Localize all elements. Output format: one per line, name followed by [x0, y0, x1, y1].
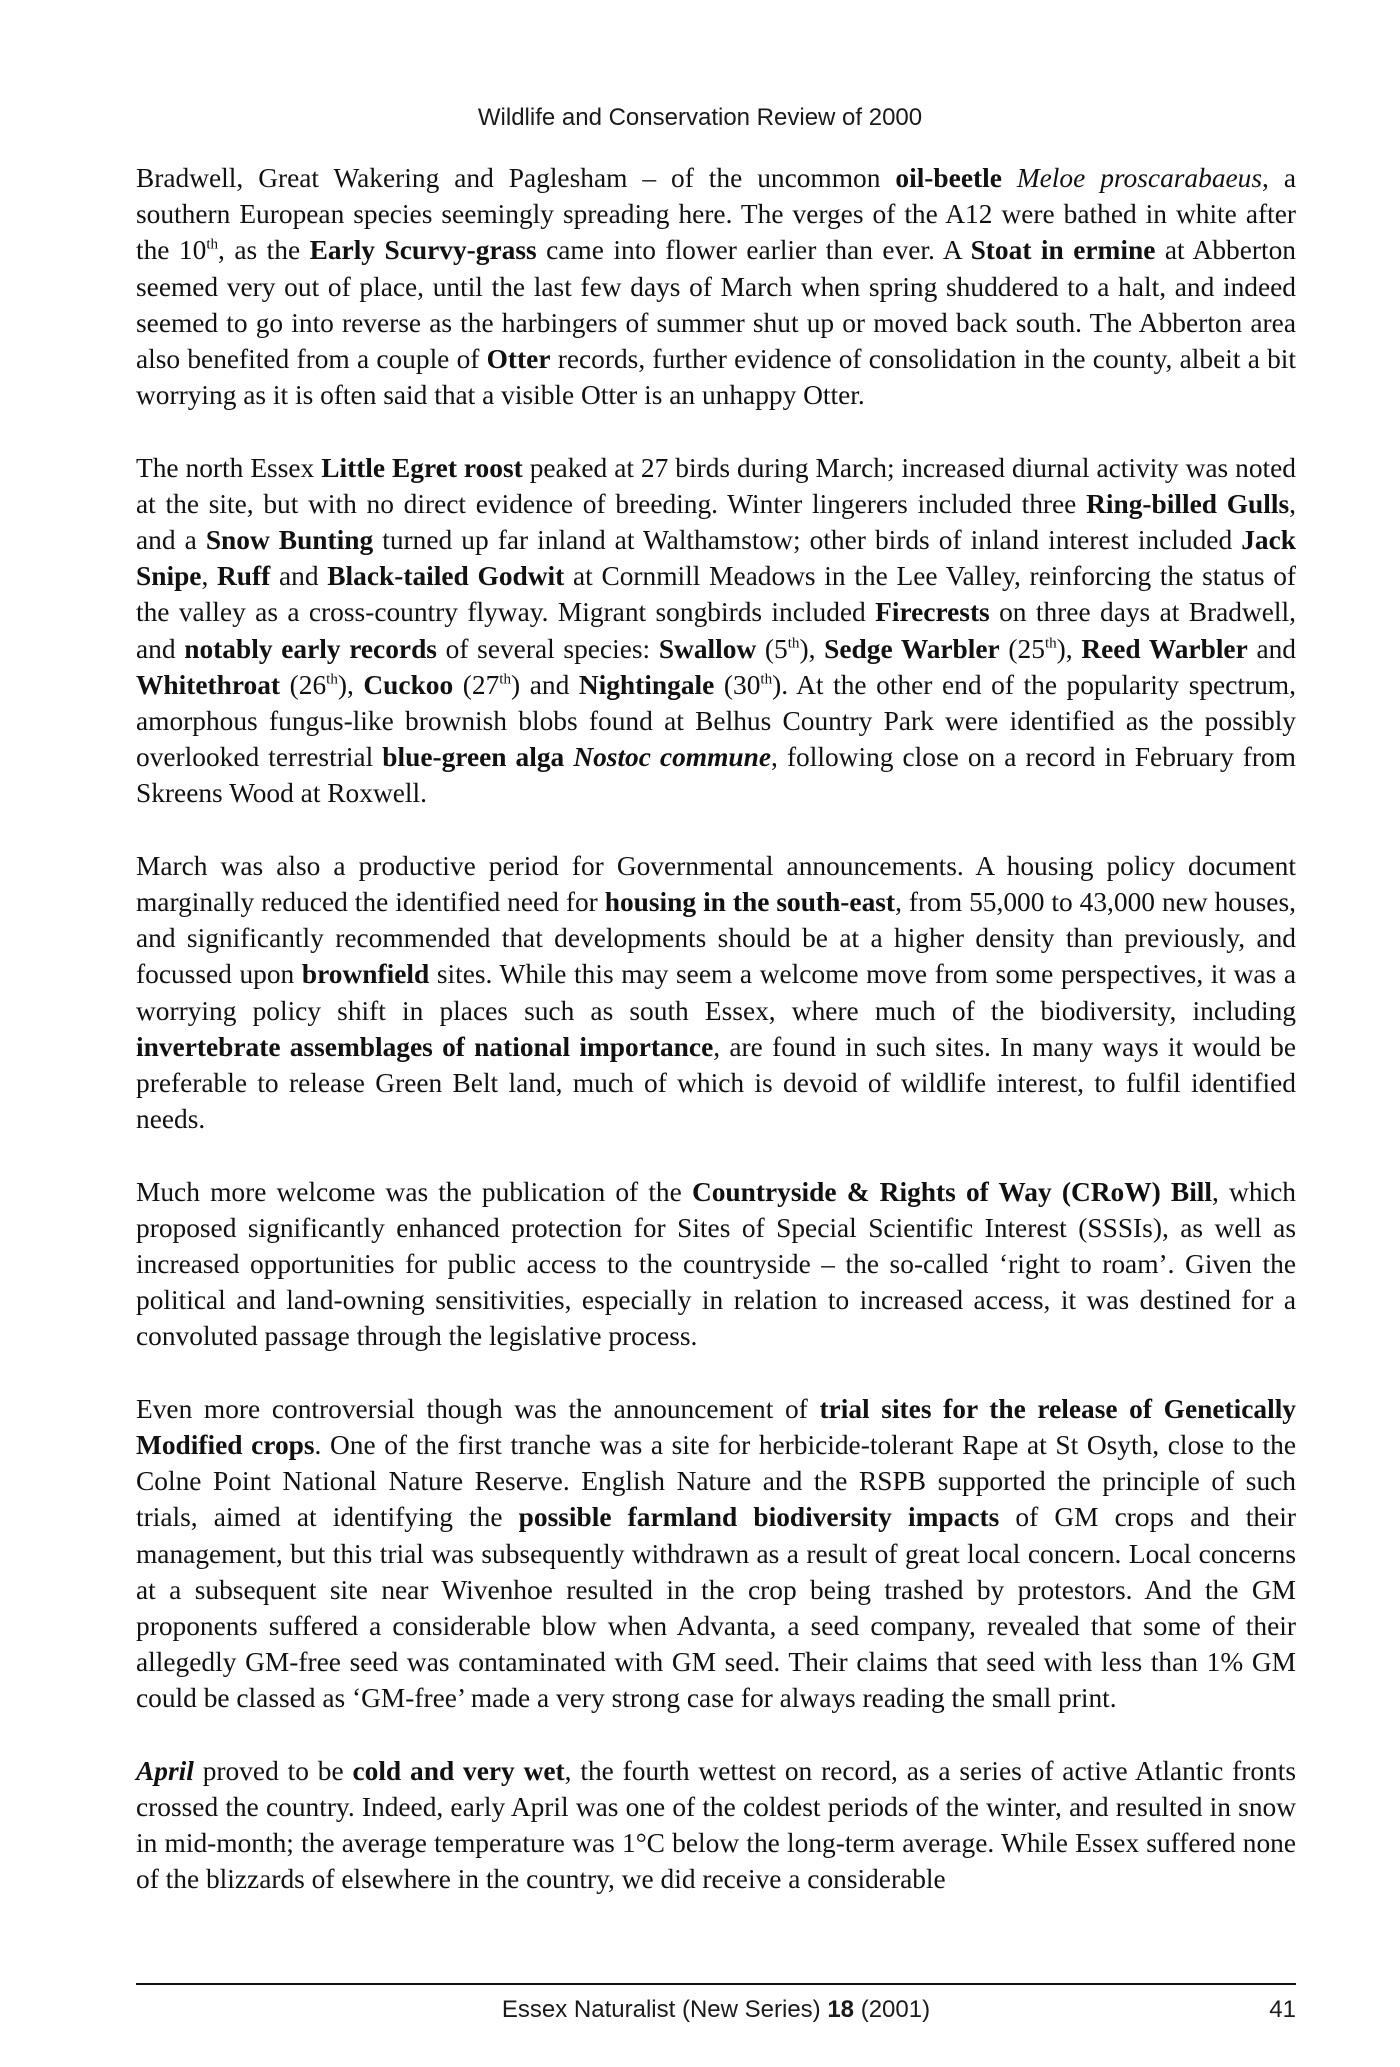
- text-run: ,: [201, 561, 218, 592]
- ordinal-suffix: th: [206, 236, 219, 253]
- bold-text: Early Scurvy-grass: [309, 235, 537, 266]
- page-number: 41: [1269, 1996, 1296, 2023]
- text-run: ),: [1056, 633, 1082, 664]
- bold-italic-text: April: [136, 1755, 194, 1786]
- text-run: ) and: [511, 669, 579, 700]
- text-run: sites. While this may seem a welcome move from some perspectives, it was a worrying policy shift in places such as south Essex, where much of the biodiversity, including: [136, 959, 1297, 1026]
- bold-italic-text: Nostoc commune: [573, 742, 772, 773]
- text-run: , are found in such sites. In many ways it would be preferable to release Green Belt land, much of which is devoid of wildlife interest, to fulfil identified needs.: [136, 1031, 1297, 1135]
- ordinal-suffix: th: [760, 671, 773, 688]
- running-head: Wildlife and Conservation Review of 2000: [477, 104, 923, 131]
- text-run: ),: [337, 669, 364, 700]
- bold-text: blue-green alga: [382, 742, 565, 773]
- text-run: and: [1247, 633, 1296, 664]
- text-run: . One of the first tranche was a site for herbicide-tolerant Rape at St Osyth, close to the Colne Point National Nature Reserve. English Nature and the RSPB supported the principle of such trials, aimed at identifying the: [136, 1430, 1296, 1533]
- text-run: (25: [999, 633, 1045, 664]
- text-run: peaked at 27 birds during March; increased diurnal activity was noted at the site, but with no direct evidence of breeding. Winter lingerers included three: [136, 452, 1296, 519]
- ordinal-suffix: th: [326, 671, 338, 688]
- ordinal-suffix: th: [787, 635, 800, 652]
- bold-text: trial sites for the release of Genetically Modified crops: [136, 1393, 1296, 1461]
- bold-text: Nightingale: [578, 669, 715, 700]
- bold-text: cold and very wet: [352, 1755, 565, 1786]
- text-run: came into flower earlier than ever. A: [536, 235, 971, 266]
- bold-text: Stoat in ermine: [970, 235, 1156, 266]
- text-run: on three days at Bradwell, and: [136, 597, 1297, 664]
- text-run: , and a: [136, 488, 1296, 556]
- text-run: (27: [453, 669, 500, 700]
- text-run: The north Essex: [136, 452, 322, 483]
- bold-text: housing in the south-east: [604, 887, 896, 918]
- bold-text: oil-beetle: [895, 163, 1002, 193]
- text-run: [564, 742, 573, 772]
- bold-text: Otter: [486, 344, 551, 375]
- text-run: ),: [799, 633, 825, 664]
- journal-name: Essex Naturalist (New Series): [501, 1996, 821, 2023]
- text-run: , a southern European species seemingly spreading here. The verges of the A12 were bathed in white after the 10: [136, 163, 1296, 266]
- text-run: Even more controversial though was the announcement of: [136, 1393, 820, 1424]
- body-text: [136, 160, 1296, 1898]
- text-run: Much more welcome was the publication of the: [136, 1176, 692, 1207]
- paragraph: [136, 1391, 1296, 1717]
- bold-text: brownfield: [301, 959, 430, 990]
- paragraph: [136, 1753, 1296, 1898]
- bold-text: Jack Snipe: [136, 525, 1296, 592]
- bold-text: Swallow: [658, 633, 757, 664]
- paragraph: [136, 450, 1296, 812]
- bold-text: possible farmland biodiversity impacts: [518, 1502, 1000, 1533]
- bold-text: Cuckoo: [363, 669, 454, 700]
- bold-text: Little Egret roost: [321, 452, 523, 483]
- bold-text: invertebrate assemblages of national importance: [136, 1031, 714, 1062]
- bold-text: Sedge Warbler: [824, 633, 1000, 664]
- paragraph: [136, 848, 1296, 1138]
- text-run: , as the: [218, 235, 310, 266]
- text-run: (5: [756, 633, 788, 664]
- text-run: , the fourth wettest on record, as a series of active Atlantic fronts crossed the country. Indeed, early April was one of the coldest periods of the winter, and resulted in snow in mid-month; the average temperature was 1°C below the long-term average. While Essex suffered none of the blizzards of elsewhere in the country, we did receive a considerable: [136, 1755, 1296, 1895]
- text-run: March was also a productive period for Governmental announcements. A housing policy document marginally reduced the identified need for: [136, 850, 1296, 918]
- italic-text: Meloe proscarabaeus: [1016, 163, 1263, 193]
- text-run: (30: [714, 669, 761, 700]
- footer-rule: [136, 1983, 1296, 1985]
- journal-year: (2001): [860, 1996, 931, 2023]
- text-run: of GM crops and their management, but this trial was subsequently withdrawn as a result of great local concern. Local concerns at a subsequent site near Wivenhoe resulted in the crop being trashed by protestors. And the GM proponents suffered a considerable blow when Advanta, a seed company, revealed that some of their allegedly GM-free seed was contaminated with GM seed. Their claims that seed with less than 1% GM could be classed as ‘GM-free’ made a very strong case for always reading the small print.: [136, 1502, 1296, 1714]
- bold-text: Snow Bunting: [205, 525, 374, 556]
- paragraph: [136, 160, 1296, 413]
- bold-text: Whitethroat: [136, 669, 281, 700]
- text-run: records, further evidence of consolidation in the county, albeit a bit worrying as it is often said that a visible Otter is an unhappy Otter.: [136, 344, 1297, 411]
- bold-text: Black-tailed Godwit: [327, 561, 565, 592]
- text-run: turned up far inland at Walthamstow; other birds of inland interest included: [373, 525, 1242, 556]
- text-run: (26: [280, 669, 327, 700]
- text-run: at Cornmill Meadows in the Lee Valley, reinforcing the status of the valley as a cross-country flyway. Migrant songbirds included: [136, 561, 1297, 628]
- text-run: , which proposed significantly enhanced protection for Sites of Special Scientific Interest (SSSIs), as well as increased opportunities for public access to the countryside – the so-called ‘right to roam’. Given the political and land-owning sensitivities, especially in relation to increased access, it was destined for a convoluted passage through the legislative process.: [136, 1176, 1296, 1352]
- footer-journal: [136, 1996, 1296, 2024]
- bold-text: Ruff: [217, 561, 271, 592]
- text-run: [1002, 163, 1017, 193]
- text-run: Bradwell, Great Wakering and Paglesham – of the uncommon: [136, 163, 896, 193]
- text-run: at Abberton seemed very out of place, until the last few days of March when spring shuddered to a halt, and indeed seemed to go into reverse as the harbingers of summer shut up or moved back south. The Abberton area also benefited from a couple of: [136, 235, 1296, 375]
- text-run: proved to be: [193, 1755, 353, 1786]
- bold-text: Countryside & Rights of Way (CRoW) Bill: [691, 1176, 1213, 1207]
- ordinal-suffix: th: [1044, 635, 1057, 652]
- bold-text: Ring-billed Gulls: [1086, 488, 1290, 519]
- paragraph: [136, 1174, 1296, 1355]
- ordinal-suffix: th: [499, 671, 512, 688]
- journal-volume: 18: [827, 1996, 855, 2023]
- text-run: , following close on a record in February from Skreens Wood at Roxwell.: [136, 742, 1296, 809]
- text-run: ). At the other end of the popularity spectrum, amorphous fungus-like brownish blobs found at Belhus Country Park were identified as the possibly overlooked terrestrial: [136, 669, 1296, 773]
- text-run: of several species:: [436, 633, 659, 664]
- text-run: , from 55,000 to 43,000 new houses, and significantly recommended that developments should be at a higher density than previously, and focussed upon: [136, 887, 1296, 990]
- bold-text: Firecrests: [875, 597, 990, 628]
- bold-text: Reed Warbler: [1081, 633, 1248, 664]
- bold-text: notably early records: [184, 633, 437, 664]
- text-run: and: [270, 561, 328, 592]
